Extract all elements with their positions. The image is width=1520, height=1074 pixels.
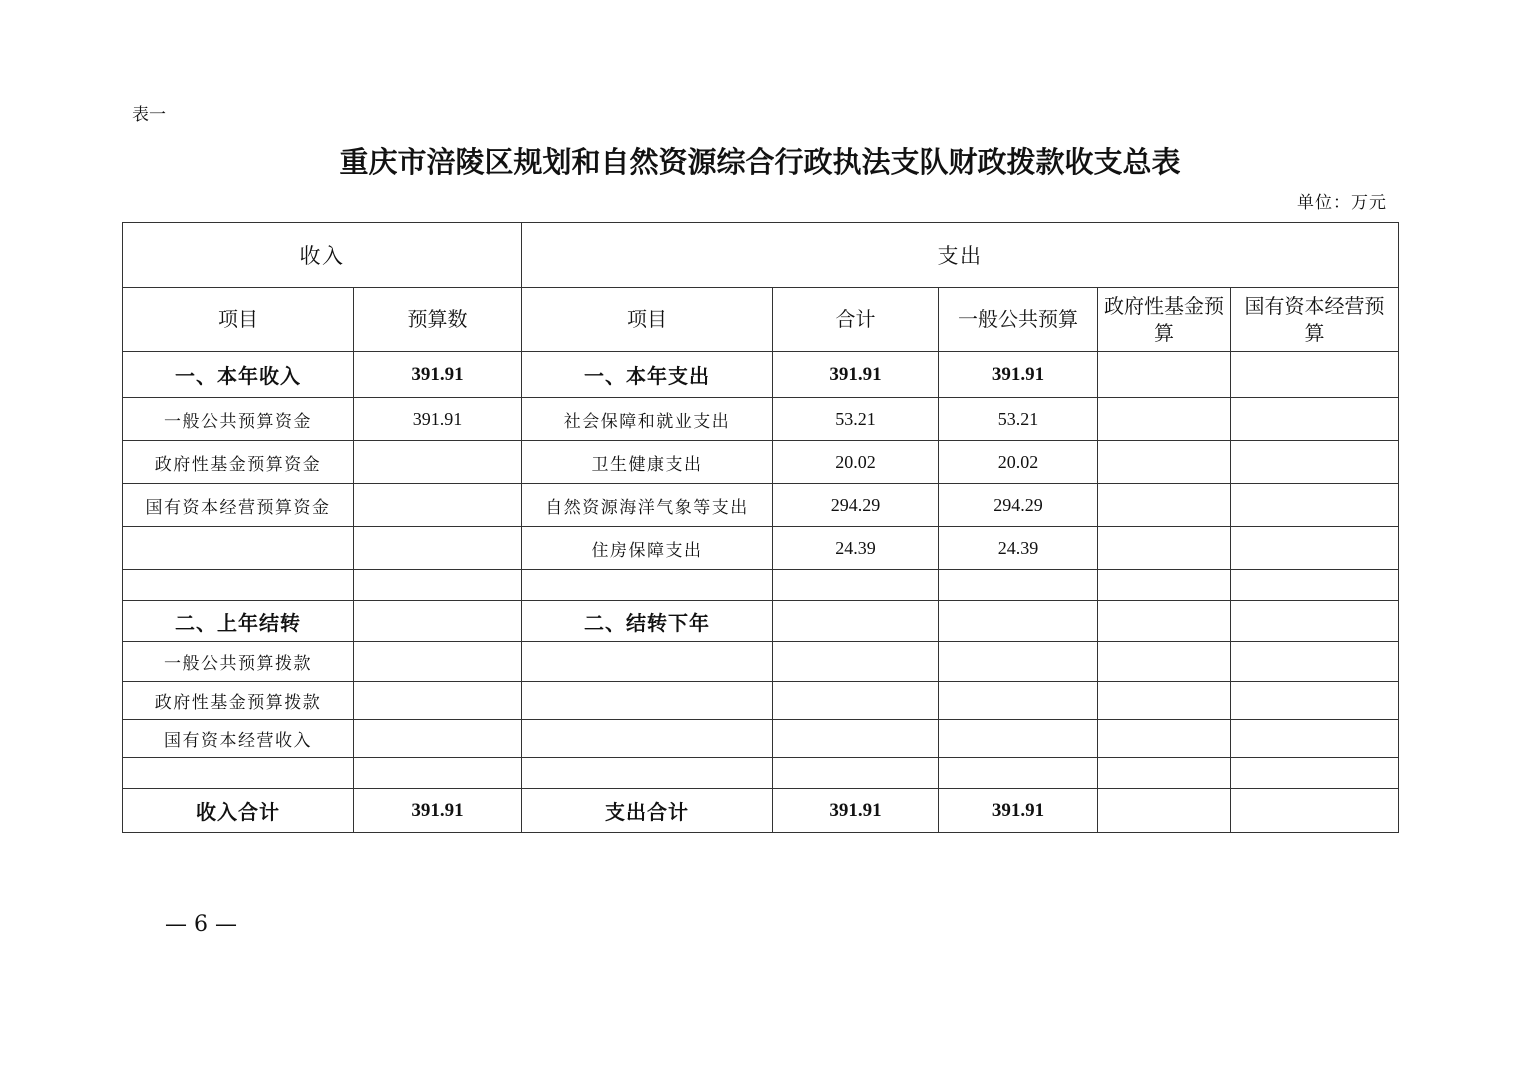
cell-income-budget <box>354 720 522 758</box>
table-row <box>123 789 1399 833</box>
table-row <box>123 570 1399 601</box>
cell-state-capital-budget <box>1231 398 1399 441</box>
cell-income-item: 政府性基金预算拨款 <box>123 682 354 720</box>
cell-general-budget: 391.91 <box>939 352 1098 398</box>
cell-total <box>773 601 939 642</box>
cell-income-budget <box>354 642 522 682</box>
cell-state-capital-budget <box>1231 527 1399 570</box>
cell-general-budget <box>939 682 1098 720</box>
cell-expense-item <box>522 682 773 720</box>
table-row <box>123 601 1399 642</box>
cell-gov-fund-budget <box>1098 570 1231 601</box>
cell-total <box>773 642 939 682</box>
cell-expense-item: 支出合计 <box>522 789 773 833</box>
cell-total: 53.21 <box>773 398 939 441</box>
unit-label: 单位：万元 <box>1297 193 1387 213</box>
cell-gov-fund-budget <box>1098 484 1231 527</box>
cell-state-capital-budget <box>1231 720 1399 758</box>
table-row <box>123 484 1399 527</box>
cell-general-budget: 391.91 <box>939 789 1098 833</box>
cell-state-capital-budget <box>1231 642 1399 682</box>
page-number: — 6 — <box>165 912 237 937</box>
cell-income-budget <box>354 570 522 601</box>
cell-general-budget: 294.29 <box>939 484 1098 527</box>
cell-income-budget <box>354 441 522 484</box>
cell-income-item: 一般公共预算拨款 <box>123 642 354 682</box>
cell-total: 391.91 <box>773 352 939 398</box>
cell-income-item: 一、本年收入 <box>123 352 354 398</box>
cell-income-item <box>123 570 354 601</box>
table-row <box>123 527 1399 570</box>
header-gov-fund-budget: 政府性基金预算 <box>1098 288 1231 352</box>
cell-income-item: 政府性基金预算资金 <box>123 441 354 484</box>
cell-expense-item: 住房保障支出 <box>522 527 773 570</box>
cell-income-budget: 391.91 <box>354 789 522 833</box>
table-row <box>123 642 1399 682</box>
cell-gov-fund-budget <box>1098 352 1231 398</box>
cell-expense-item <box>522 642 773 682</box>
cell-general-budget: 20.02 <box>939 441 1098 484</box>
cell-state-capital-budget <box>1231 484 1399 527</box>
cell-state-capital-budget <box>1231 352 1399 398</box>
cell-income-item <box>123 758 354 789</box>
column-header-row <box>123 288 1399 352</box>
cell-total <box>773 720 939 758</box>
expense-group-header: 支出 <box>522 223 1399 288</box>
cell-state-capital-budget <box>1231 789 1399 833</box>
table-row <box>123 441 1399 484</box>
cell-gov-fund-budget <box>1098 758 1231 789</box>
income-group-header: 收入 <box>123 223 522 288</box>
cell-state-capital-budget <box>1231 682 1399 720</box>
table-row <box>123 682 1399 720</box>
group-header-row <box>123 223 1399 288</box>
cell-gov-fund-budget <box>1098 682 1231 720</box>
cell-gov-fund-budget <box>1098 789 1231 833</box>
page-title: 重庆市涪陵区规划和自然资源综合行政执法支队财政拨款收支总表 <box>339 145 1181 179</box>
cell-gov-fund-budget <box>1098 441 1231 484</box>
cell-general-budget <box>939 758 1098 789</box>
cell-gov-fund-budget <box>1098 601 1231 642</box>
cell-gov-fund-budget <box>1098 398 1231 441</box>
cell-state-capital-budget <box>1231 601 1399 642</box>
cell-state-capital-budget <box>1231 441 1399 484</box>
table-row <box>123 758 1399 789</box>
cell-total <box>773 682 939 720</box>
cell-state-capital-budget <box>1231 570 1399 601</box>
cell-expense-item <box>522 758 773 789</box>
cell-income-item: 国有资本经营收入 <box>123 720 354 758</box>
cell-general-budget <box>939 642 1098 682</box>
fiscal-summary-table <box>122 222 1399 833</box>
cell-gov-fund-budget <box>1098 642 1231 682</box>
cell-expense-item: 自然资源海洋气象等支出 <box>522 484 773 527</box>
header-income-budget: 预算数 <box>354 288 522 352</box>
header-state-capital-budget: 国有资本经营预算 <box>1231 288 1399 352</box>
cell-gov-fund-budget <box>1098 720 1231 758</box>
cell-income-budget <box>354 758 522 789</box>
cell-general-budget: 24.39 <box>939 527 1098 570</box>
cell-income-item <box>123 527 354 570</box>
cell-total: 20.02 <box>773 441 939 484</box>
cell-total: 294.29 <box>773 484 939 527</box>
cell-total <box>773 570 939 601</box>
cell-general-budget <box>939 720 1098 758</box>
cell-state-capital-budget <box>1231 758 1399 789</box>
cell-income-budget <box>354 682 522 720</box>
cell-total <box>773 758 939 789</box>
cell-income-budget <box>354 527 522 570</box>
table-row <box>123 720 1399 758</box>
cell-expense-item: 二、结转下年 <box>522 601 773 642</box>
cell-expense-item: 卫生健康支出 <box>522 441 773 484</box>
cell-gov-fund-budget <box>1098 527 1231 570</box>
cell-expense-item <box>522 570 773 601</box>
cell-income-item: 国有资本经营预算资金 <box>123 484 354 527</box>
cell-total: 24.39 <box>773 527 939 570</box>
cell-total: 391.91 <box>773 789 939 833</box>
cell-income-item: 收入合计 <box>123 789 354 833</box>
cell-income-budget: 391.91 <box>354 398 522 441</box>
header-income-item: 项目 <box>123 288 354 352</box>
header-general-budget: 一般公共预算 <box>939 288 1098 352</box>
cell-income-item: 二、上年结转 <box>123 601 354 642</box>
cell-general-budget: 53.21 <box>939 398 1098 441</box>
table-row <box>123 398 1399 441</box>
header-total: 合计 <box>773 288 939 352</box>
cell-income-budget <box>354 601 522 642</box>
header-expense-item: 项目 <box>522 288 773 352</box>
cell-general-budget <box>939 570 1098 601</box>
cell-expense-item <box>522 720 773 758</box>
cell-income-budget: 391.91 <box>354 352 522 398</box>
table-label: 表一 <box>132 105 166 125</box>
cell-expense-item: 一、本年支出 <box>522 352 773 398</box>
cell-expense-item: 社会保障和就业支出 <box>522 398 773 441</box>
table-row <box>123 352 1399 398</box>
cell-general-budget <box>939 601 1098 642</box>
cell-income-budget <box>354 484 522 527</box>
cell-income-item: 一般公共预算资金 <box>123 398 354 441</box>
